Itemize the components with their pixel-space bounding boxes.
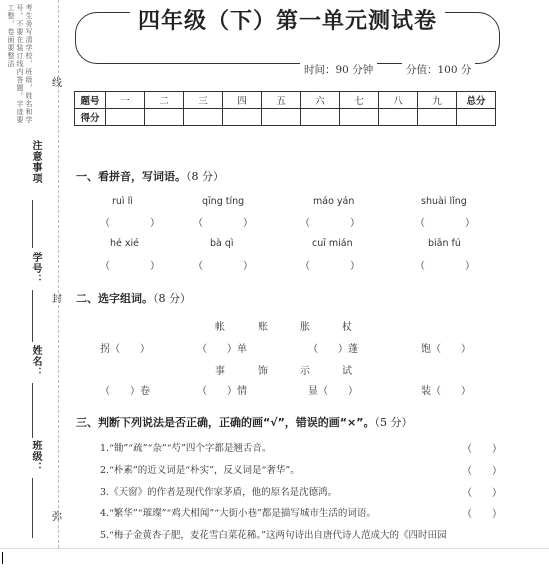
char-option: 帐 [215,322,225,333]
word-blank[interactable]: （ ）情 [197,386,247,397]
score-table-score-label: 得分 [75,109,106,126]
pinyin-item: ruì lì [112,196,133,207]
score-table-col: 七 [340,92,379,109]
judge-blank[interactable]: （ ） [462,466,502,477]
score-cell[interactable] [145,109,184,126]
word-blank[interactable]: （ ）蓬 [308,344,358,355]
char-option: 账 [258,322,268,333]
score-cell[interactable] [262,109,301,126]
pinyin-item: qīng tíng [202,196,245,207]
section1-title: 一、看拼音，写词语。 [76,170,186,183]
word-blank[interactable]: 显（ ） [308,386,358,397]
binding-mark-feng: 封 [52,294,62,305]
binding-mark-xian: 线 [52,78,62,89]
char-option: 胀 [300,322,310,333]
char-option: 杖 [342,322,352,333]
answer-blank[interactable]: （ ） [193,261,253,272]
sidebar-student-id: 学号： [30,252,41,285]
score-cell[interactable] [457,109,496,126]
answer-blank[interactable]: （ ） [415,218,475,229]
section3-title: 三、判断下列说法是否正确，正确的画“√”，错误的画“×”。 [76,416,375,429]
pinyin-item: shuài lǐng [421,196,467,207]
sidebar-caution: 注意事项 [30,140,41,184]
answer-blank[interactable]: （ ） [193,218,253,229]
title-frame [75,9,500,64]
score-cell[interactable] [223,109,262,126]
judge-item: 2.“朴素”的近义词是“朴实”，反义词是“奢华”。 [100,465,300,476]
score-cell[interactable] [418,109,457,126]
score-table-col: 九 [418,92,457,109]
judge-blank[interactable]: （ ） [462,444,502,455]
pinyin-item: hé xié [110,238,139,249]
answer-blank[interactable]: （ ） [300,218,360,229]
score-cell[interactable] [184,109,223,126]
exam-time: 时间：90 分钟 [300,62,377,77]
answer-blank[interactable]: （ ） [100,218,160,229]
section1-points: （8 分） [186,170,224,183]
score-cell[interactable] [106,109,145,126]
score-table-score-row [75,109,496,126]
answer-blank[interactable]: （ ） [100,261,160,272]
judge-item: 1.“锄”“疏”“杂”“芍”四个字都是翘舌音。 [100,443,272,454]
answer-blank[interactable]: （ ） [415,261,475,272]
judge-blank[interactable]: （ ） [462,509,502,520]
score-table-col: 三 [184,92,223,109]
section3-heading [76,414,412,430]
score-table-col: 二 [145,92,184,109]
sidebar-class: 班级： [30,440,41,473]
char-option: 事 [215,366,225,377]
word-blank[interactable]: （ ）卷 [100,386,150,397]
name-line [32,290,33,342]
score-table-col-total: 总分 [457,92,496,109]
answer-blank[interactable]: （ ） [300,261,360,272]
word-blank[interactable]: 装（ ） [421,386,471,397]
score-table-col: 五 [262,92,301,109]
score-cell[interactable] [340,109,379,126]
judge-item: 5.“梅子金黄杏子肥，麦花雪白菜花稀。”这两句诗出自唐代诗人范成大的《四时田园 [100,530,447,541]
char-option: 示 [300,366,310,377]
text-cursor [2,552,3,564]
score-table-col: 八 [379,92,418,109]
score-table-header-row [75,92,496,109]
pinyin-item: bà qì [210,238,234,249]
class-line-bottom [32,478,33,538]
section1-heading [76,168,224,184]
class-line [32,383,33,438]
pinyin-item: cuī mián [312,238,353,249]
score-table-col: 一 [106,92,145,109]
score-table-col: 四 [223,92,262,109]
word-blank[interactable]: 拐（ ） [100,344,150,355]
editor-bottom-bar[interactable] [0,548,549,568]
exam-total-score: 分值：100 分 [402,62,475,77]
judge-item: 4.“繁华”“璀璨”“鸡犬相闻”“大街小巷”都是描写城市生活的词语。 [100,508,376,519]
score-cell[interactable] [379,109,418,126]
section2-points: （8 分） [153,292,191,305]
word-blank[interactable]: 饱（ ） [421,344,471,355]
section3-points: （5 分） [374,416,413,429]
char-option: 饰 [258,366,268,377]
student-id-line [32,200,33,248]
page-title: 四年级（下）第一单元测试卷 [130,9,445,34]
binding-dashed-line [58,0,59,548]
score-table-col: 六 [301,92,340,109]
binding-mark-mi: 弥 [52,512,62,523]
section2-heading [76,290,191,306]
sidebar-name: 姓名： [30,345,41,378]
score-table-header-label: 题号 [75,92,106,109]
section2-title: 二、选字组词。 [76,292,153,305]
judge-item: 3.《天窗》的作者是现代作家茅盾，他的原名是沈德鸿。 [100,487,338,498]
char-option: 试 [342,366,352,377]
pinyin-item: máo yán [313,196,355,207]
pinyin-item: biān fú [428,238,461,249]
score-cell[interactable] [301,109,340,126]
sidebar-notice: 考生务写清学校，班级，姓名和学号。不要在装订线内答题。字迹要工整，卷面要整洁 [7,4,33,124]
word-blank[interactable]: （ ）单 [197,344,247,355]
score-table [74,91,496,126]
judge-blank[interactable]: （ ） [462,488,502,499]
